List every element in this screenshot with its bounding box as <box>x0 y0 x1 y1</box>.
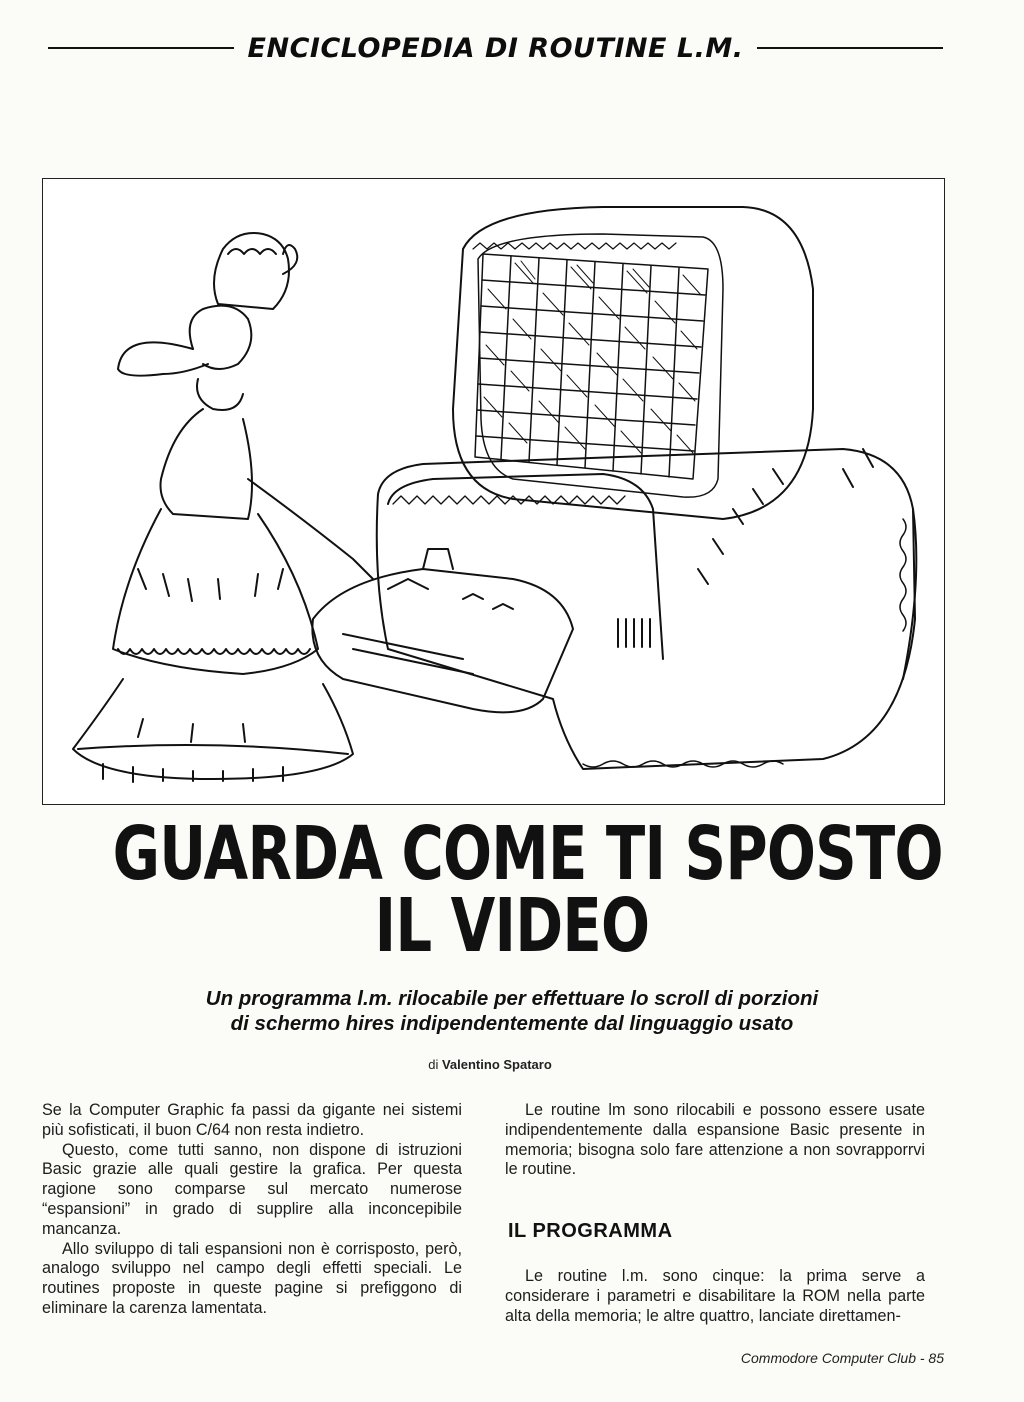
body-column-left <box>42 1101 462 1319</box>
section-header <box>48 28 943 68</box>
byline-prefix: di <box>428 1057 439 1072</box>
header-rule-right <box>757 47 943 49</box>
body-paragraph: Le routine l.m. sono cinque: la prima serve a considerare i parametri e disabilitare la ROM nella parte alta della memoria; le altre quattro, lanciate direttamen- <box>505 1267 925 1325</box>
section-title: ENCICLOPEDIA DI ROUTINE L.M. <box>247 32 744 64</box>
body-column-right-bottom <box>505 1267 925 1326</box>
page-footer: Commodore Computer Club - 85 <box>740 1350 944 1366</box>
headline-line-2: IL VIDEO <box>374 883 650 969</box>
headline-line-1: GUARDA COME TI SPOSTO <box>112 811 943 897</box>
subtitle-line-1: Un programma l.m. rilocabile per effettuare lo scroll di porzioni <box>205 987 819 1010</box>
article-headline <box>112 811 943 969</box>
body-paragraph: Questo, come tutti sanno, non dispone di istruzioni Basic grazie alle quali gestire la grafica. Per questa ragione sono comparse sul mercato numerose “espansioni” in grado di supplire alla inconcepibile mancanza. <box>42 1140 462 1238</box>
byline <box>0 1057 980 1072</box>
cartoon-illustration <box>42 178 945 805</box>
section-heading: IL PROGRAMMA <box>508 1220 673 1242</box>
body-column-right-top <box>505 1101 925 1180</box>
body-paragraph: Allo sviluppo di tali espansioni non è corrisposto, però, analogo sviluppo nel campo degli effetti speciali. Le routines proposte in queste pagine si prefiggono di eliminare la carenza lamentata. <box>42 1239 462 1317</box>
body-paragraph: Se la Computer Graphic fa passi da gigante nei sistemi più sofisticati, il buon C/64 non resta indietro. <box>42 1101 462 1139</box>
body-paragraph: Le routine lm sono rilocabili e possono essere usate indipendentemente dalla espansione Basic presente in memoria; bisogna solo fare attenzione a non sovrapporrvi le routine. <box>505 1101 925 1179</box>
article-subtitle <box>100 986 924 1036</box>
queen-at-computer-drawing <box>43 179 944 804</box>
header-rule-left <box>48 47 234 49</box>
byline-author: Valentino Spataro <box>441 1057 552 1072</box>
subtitle-line-2: di schermo hires indipendentemente dal linguaggio usato <box>230 1012 794 1035</box>
